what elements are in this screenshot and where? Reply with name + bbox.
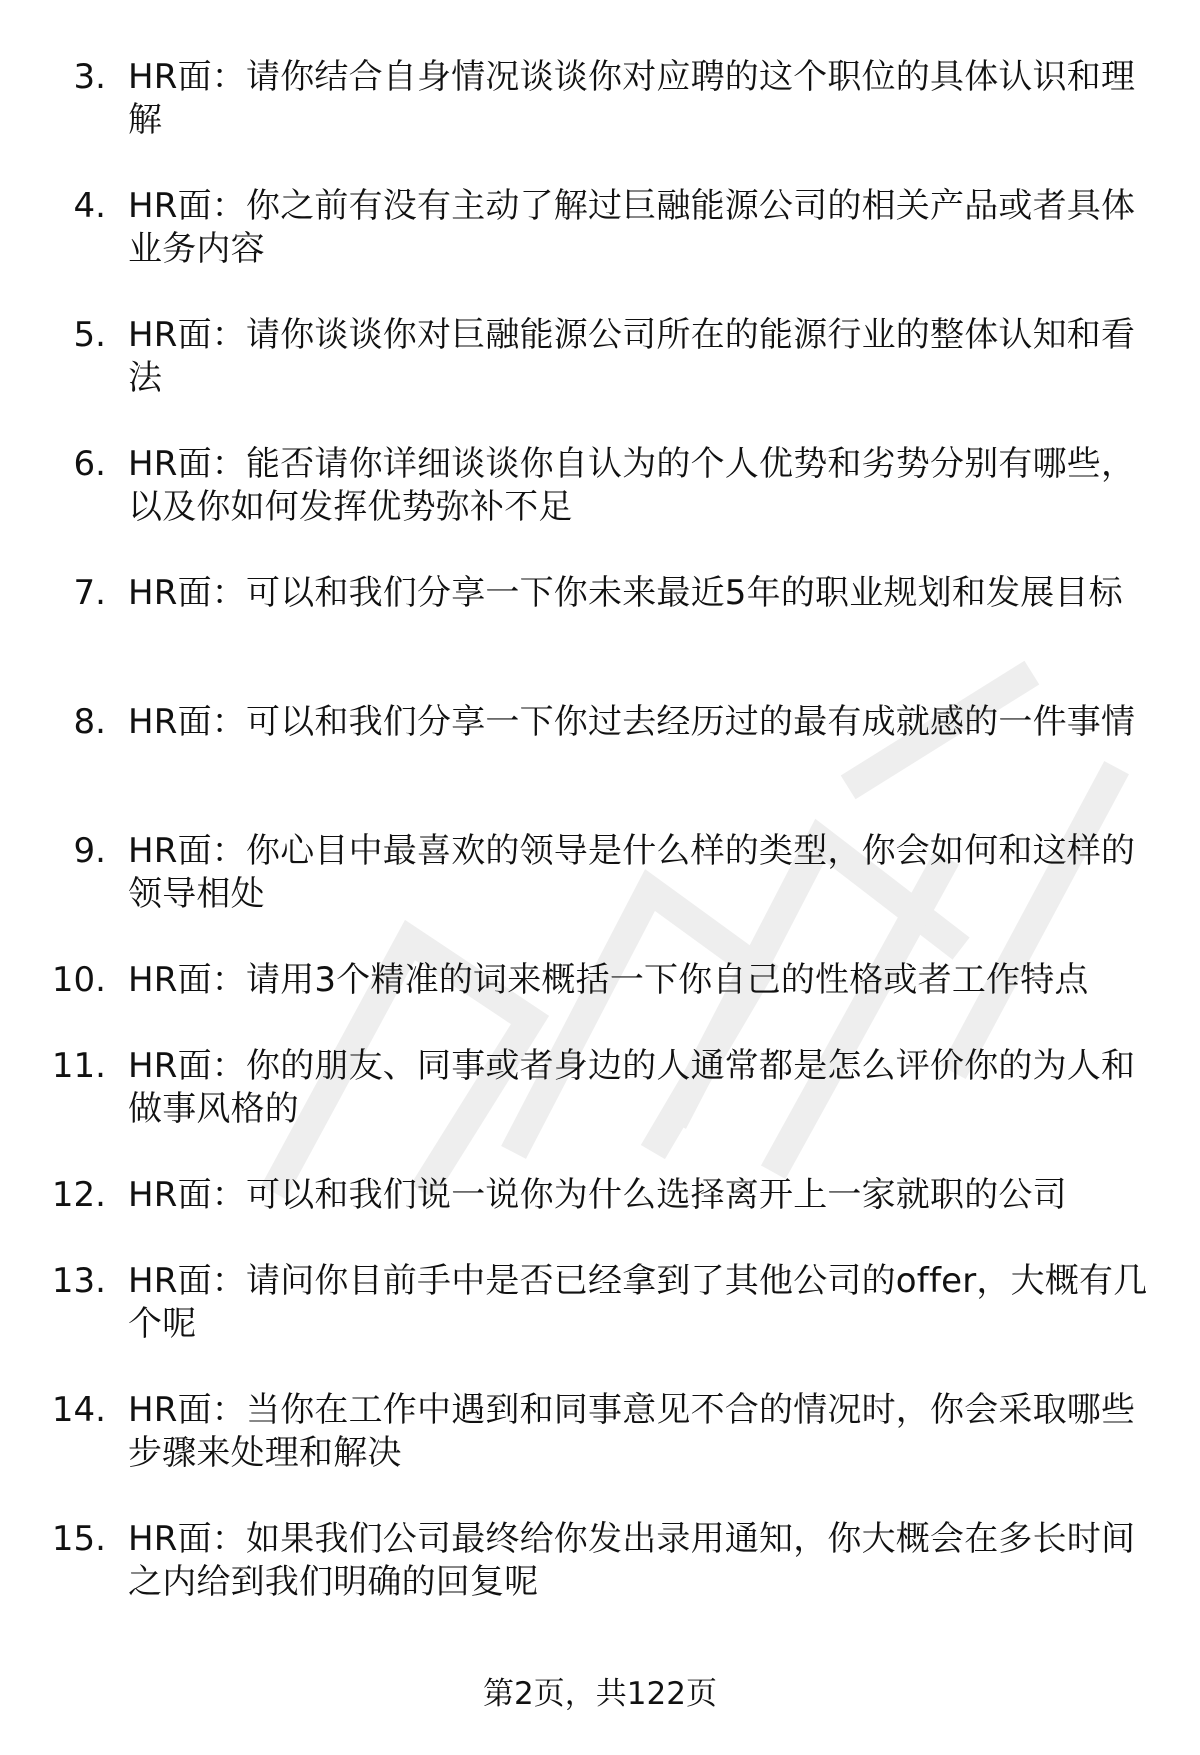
- question-number: 12.: [51, 1175, 106, 1215]
- question-text: HR面：请用3个精准的词来概括一下你自己的性格或者工作特点: [128, 960, 1089, 1000]
- list-item: [0, 572, 1200, 658]
- list-item: [0, 1518, 1200, 1604]
- list-item: [0, 56, 1200, 142]
- question-list: [0, 56, 1200, 1647]
- question-number: 7.: [73, 573, 106, 613]
- question-text: HR面：可以和我们说一说你为什么选择离开上一家就职的公司: [128, 1175, 1067, 1215]
- question-text: HR面：你之前有没有主动了解过巨融能源公司的相关产品或者具体业务内容: [128, 186, 1136, 269]
- question-text: HR面：可以和我们分享一下你未来最近5年的职业规划和发展目标: [128, 573, 1123, 613]
- list-item: [0, 443, 1200, 529]
- question-text: HR面：如果我们公司最终给你发出录用通知，你大概会在多长时间之内给到我们明确的回复呢: [128, 1519, 1136, 1602]
- question-number: 4.: [73, 186, 106, 226]
- list-item: [0, 1045, 1200, 1131]
- question-text: HR面：你的朋友、同事或者身边的人通常都是怎么评价你的为人和做事风格的: [128, 1046, 1136, 1129]
- list-item: [0, 701, 1200, 787]
- question-text: HR面：你心目中最喜欢的领导是什么样的类型，你会如何和这样的领导相处: [128, 831, 1136, 914]
- question-number: 5.: [73, 315, 106, 355]
- list-item: [0, 1174, 1200, 1217]
- question-number: 8.: [73, 702, 106, 742]
- list-item: [0, 959, 1200, 1002]
- question-number: 10.: [51, 960, 106, 1000]
- list-item: [0, 185, 1200, 271]
- question-number: 15.: [51, 1519, 106, 1559]
- question-text: HR面：请问你目前手中是否已经拿到了其他公司的offer，大概有几个呢: [128, 1261, 1148, 1344]
- question-text: HR面：请你结合自身情况谈谈你对应聘的这个职位的具体认识和理解: [128, 57, 1136, 140]
- question-text: HR面：当你在工作中遇到和同事意见不合的情况时，你会采取哪些步骤来处理和解决: [128, 1390, 1136, 1473]
- list-item: [0, 1389, 1200, 1475]
- list-item: [0, 314, 1200, 400]
- list-item: [0, 830, 1200, 916]
- question-text: HR面：可以和我们分享一下你过去经历过的最有成就感的一件事情: [128, 702, 1136, 742]
- question-text: HR面：能否请你详细谈谈你自认为的个人优势和劣势分别有哪些，以及你如何发挥优势弥补不足: [128, 444, 1136, 527]
- question-number: 13.: [51, 1261, 106, 1301]
- question-number: 14.: [51, 1390, 106, 1430]
- question-number: 9.: [73, 831, 106, 871]
- question-text: HR面：请你谈谈你对巨融能源公司所在的能源行业的整体认知和看法: [128, 315, 1136, 398]
- question-number: 6.: [73, 444, 106, 484]
- list-item: [0, 1260, 1200, 1346]
- page-footer: 第2页，共122页: [483, 1676, 717, 1712]
- question-number: 11.: [51, 1046, 106, 1086]
- question-number: 3.: [73, 57, 106, 97]
